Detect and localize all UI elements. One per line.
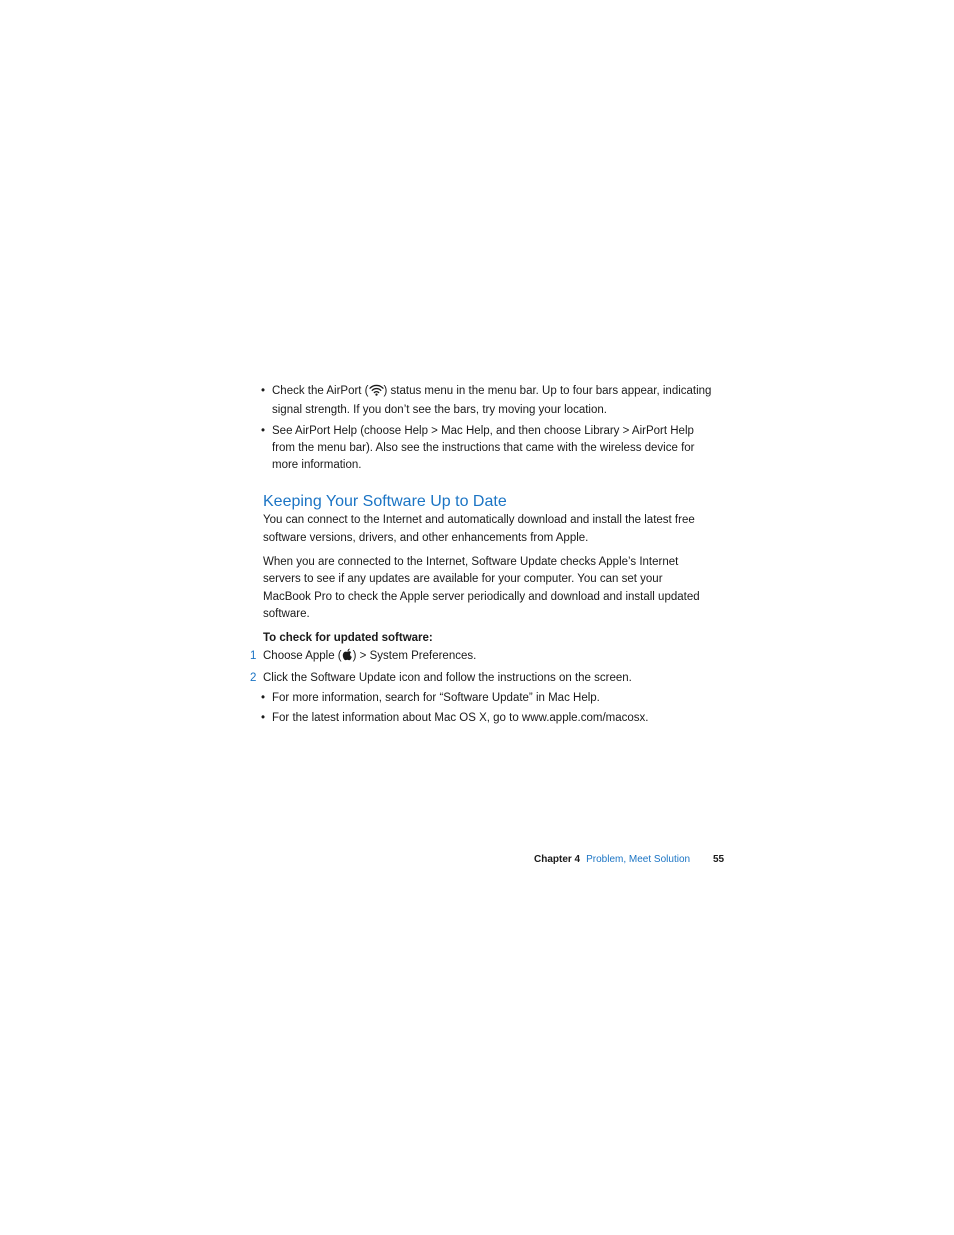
bullet-dot: •: [261, 424, 266, 437]
bullet-airport-status: [263, 383, 713, 420]
page-number: 55: [713, 854, 725, 865]
step-1: [250, 648, 713, 667]
procedure-title: To check for updated software:: [263, 632, 433, 645]
section-title: Keeping Your Software Up to Date: [263, 493, 507, 511]
step-text-after-icon: ) > System Preferences.: [352, 649, 477, 662]
step-2: [250, 670, 713, 687]
subbullet-text: For more information, search for “Software Update” in Mac Help.: [272, 692, 600, 705]
subbullet-text: For the latest information about Mac OS X, go to www.apple.com/macosx.: [272, 712, 649, 725]
subbullet-mac-help: [263, 690, 713, 707]
step-text-before-icon: Choose Apple (: [263, 649, 342, 662]
bullet-dot: •: [261, 712, 266, 725]
subbullet-macosx-link: [263, 710, 713, 727]
bullet-airport-help: [263, 423, 713, 475]
step-number: 2: [250, 671, 257, 684]
footer-chapter-title: Problem, Meet Solution: [586, 854, 691, 865]
step-text: Click the Software Update icon and follow the instructions on the screen.: [263, 671, 632, 684]
page-content: [250, 383, 713, 731]
wifi-icon: [369, 384, 384, 402]
spacer: [263, 547, 713, 554]
section-intro-paragraph: You can connect to the Internet and automatically download and install the latest free software versions, drivers, and other enhancements from Apple.: [263, 514, 695, 544]
bullet-text: See AirPort Help (choose Help > Mac Help, and then choose Library > AirPort Help from the menu bar). Also see the instructions that came with the wireless device for more information.: [272, 424, 695, 472]
bullet-dot: •: [261, 385, 266, 397]
bullet-text-after-icon: ) status menu in the menu bar. Up to four bars appear, indicating signal strength. If you don’t see the bars, try moving your location.: [272, 385, 712, 417]
footer-chapter: Chapter 4: [534, 854, 581, 865]
page-footer: [534, 852, 724, 868]
bullet-text-before-icon: Check the AirPort (: [272, 385, 369, 397]
bullet-dot: •: [261, 692, 266, 705]
section-body-paragraph: When you are connected to the Internet, Software Update checks Apple’s Internet servers to see if any updates are available for your computer. You can set your MacBook Pro to check the Apple server periodically and download and install updated software.: [263, 556, 700, 620]
apple-icon: [342, 648, 353, 667]
spacer: [263, 623, 713, 630]
step-number: 1: [250, 649, 257, 662]
